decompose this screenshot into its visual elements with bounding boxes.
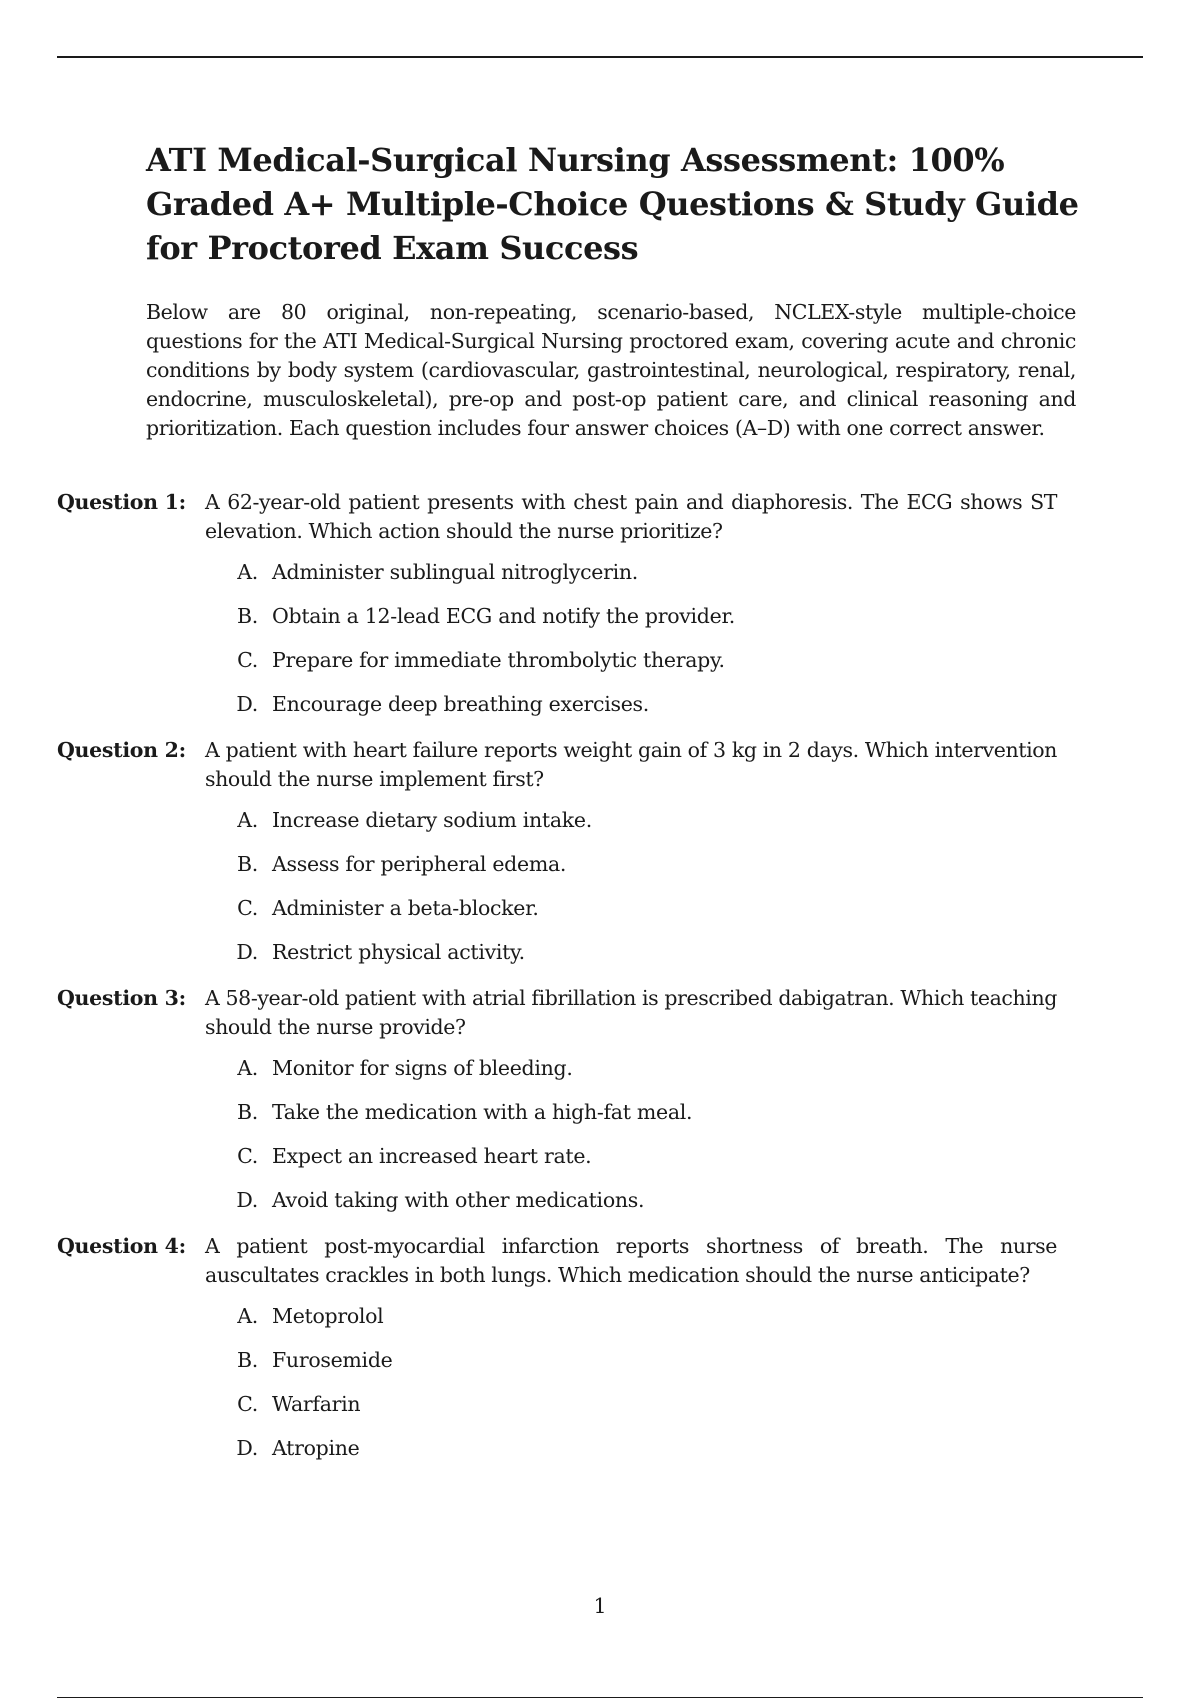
option-text: Prepare for immediate thrombolytic therapy. [272, 648, 725, 672]
answer-option-c [57, 646, 1097, 690]
option-letter: A. [237, 808, 258, 832]
question-text: A 58-year-old patient with atrial fibrillation is prescribed dabigatran. Which teaching should the nurse provide? [205, 986, 1057, 1039]
question-4 [57, 1232, 1097, 1478]
answer-option-a [57, 1054, 1097, 1098]
option-text: Warfarin [272, 1392, 361, 1416]
option-text: Expect an increased heart rate. [272, 1144, 592, 1168]
option-letter: C. [237, 896, 258, 920]
intro-paragraph: Below are 80 original, non-repeating, scenario-based, NCLEX-style multiple-choice questions for the ATI Medical-Surgical Nursing proctored exam, covering acute and chronic conditions by body system (cardiovascular, gastrointestinal, neurological, respiratory, renal, endocrine, musculoskeletal), pre-op and post-op patient care, and clinical reasoning and prioritization. Each question includes four answer choices (A–D) with one correct answer. [146, 300, 1076, 440]
question-1 [57, 488, 1097, 734]
option-letter: C. [237, 648, 258, 672]
question-text: A 62-year-old patient presents with chest pain and diaphoresis. The ECG shows ST elevation. Which action should the nurse prioritize? [205, 490, 1057, 543]
answer-option-b [57, 850, 1097, 894]
page-number: 1 [593, 1594, 607, 1618]
option-text: Furosemide [272, 1348, 393, 1372]
question-label: Question 4: [57, 1234, 186, 1258]
option-text: Restrict physical activity. [272, 940, 525, 964]
footer-rule [57, 1697, 1143, 1698]
question-label: Question 3: [57, 986, 186, 1010]
option-text: Atropine [272, 1436, 360, 1460]
option-letter: C. [237, 1144, 258, 1168]
option-letter: D. [236, 1188, 258, 1212]
question-2 [57, 736, 1097, 982]
answer-option-c [57, 1142, 1097, 1186]
answer-option-a [57, 806, 1097, 850]
answer-option-d [57, 1186, 1097, 1230]
answer-options [57, 1054, 1097, 1230]
answer-option-b [57, 1098, 1097, 1142]
question-text: A patient with heart failure reports weight gain of 3 kg in 2 days. Which intervention should the nurse implement first? [205, 738, 1057, 791]
option-letter: C. [237, 1392, 258, 1416]
option-letter: D. [236, 940, 258, 964]
answer-option-d [57, 690, 1097, 734]
answer-option-c [57, 1390, 1097, 1434]
option-letter: B. [237, 1348, 258, 1372]
option-text: Assess for peripheral edema. [272, 852, 567, 876]
answer-option-b [57, 602, 1097, 646]
question-label: Question 1: [57, 490, 186, 514]
option-letter: A. [237, 1304, 258, 1328]
option-letter: B. [237, 1100, 258, 1124]
question-label: Question 2: [57, 738, 186, 762]
question-text: A patient post-myocardial infarction reports shortness of breath. The nurse auscultates crackles in both lungs. Which medication should the nurse anticipate? [205, 1234, 1057, 1287]
option-letter: A. [237, 560, 258, 584]
answer-option-d [57, 938, 1097, 982]
answer-option-c [57, 894, 1097, 938]
option-text: Encourage deep breathing exercises. [272, 692, 649, 716]
option-text: Administer a beta-blocker. [272, 896, 539, 920]
option-text: Obtain a 12-lead ECG and notify the provider. [272, 604, 735, 628]
document-title: ATI Medical-Surgical Nursing Assessment: 100% Graded A+ Multiple-Choice Questions & Study Guide for Proctored Exam Success [146, 141, 1079, 267]
question-3 [57, 984, 1097, 1230]
option-letter: D. [236, 692, 258, 716]
header-rule [57, 56, 1143, 58]
option-text: Metoprolol [272, 1304, 384, 1328]
answer-option-b [57, 1346, 1097, 1390]
option-letter: B. [237, 604, 258, 628]
option-letter: D. [236, 1436, 258, 1460]
option-text: Increase dietary sodium intake. [272, 808, 592, 832]
answer-options [57, 806, 1097, 982]
answer-options [57, 558, 1097, 734]
option-text: Monitor for signs of bleeding. [272, 1056, 573, 1080]
option-text: Administer sublingual nitroglycerin. [272, 560, 638, 584]
option-letter: A. [237, 1056, 258, 1080]
answer-option-a [57, 1302, 1097, 1346]
answer-option-a [57, 558, 1097, 602]
option-text: Avoid taking with other medications. [272, 1188, 645, 1212]
option-text: Take the medication with a high-fat meal. [272, 1100, 693, 1124]
answer-option-d [57, 1434, 1097, 1478]
option-letter: B. [237, 852, 258, 876]
answer-options [57, 1302, 1097, 1478]
